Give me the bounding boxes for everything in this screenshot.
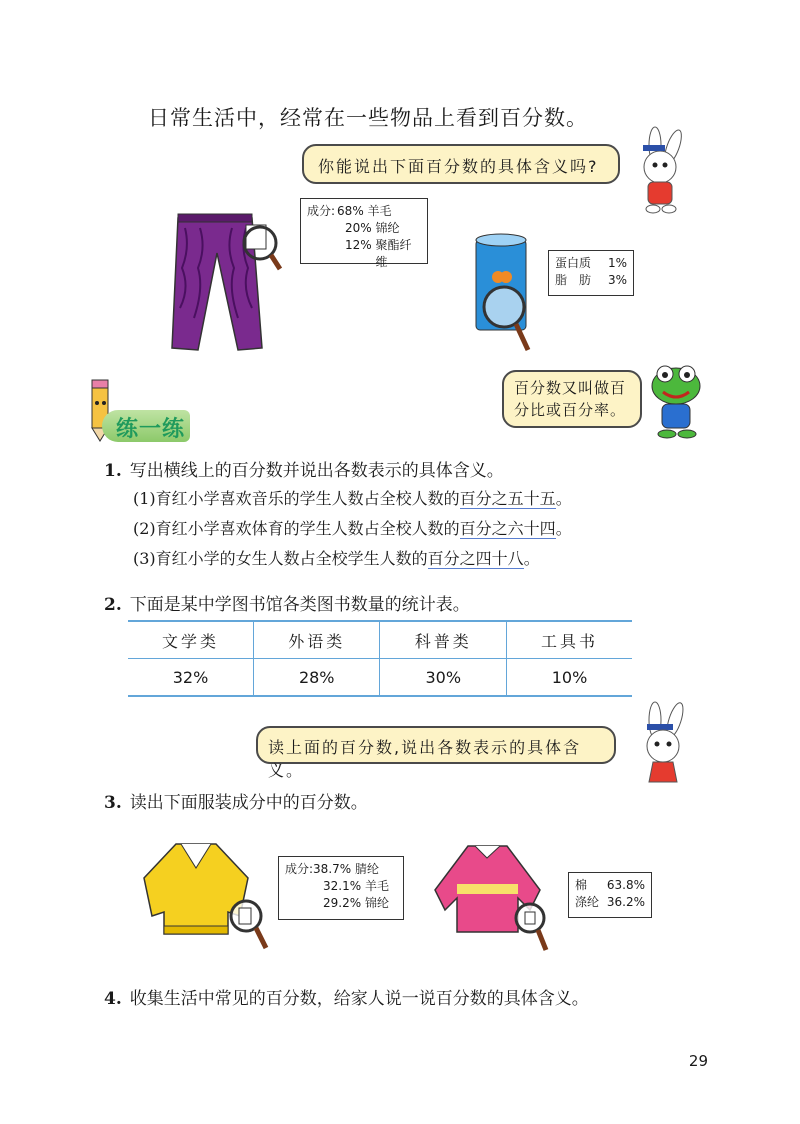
material-name: 锦纶 (364, 896, 389, 910)
question-1-item-3 (133, 546, 540, 569)
item-text: (2)育红小学喜欢体育的学生人数占全校人数的 (133, 519, 460, 538)
question-text: 读出下面服装成分中的百分数。 (129, 793, 368, 813)
underlined-percent: 百分之五十五 (459, 489, 556, 508)
practice-title: 练一练 (116, 417, 186, 442)
rabbit-mascot-icon (615, 125, 705, 215)
question-number: 2. (104, 595, 122, 615)
table-cell: 32% (128, 659, 253, 697)
can-nutrition-label (548, 250, 634, 296)
table-header: 文学类 (128, 621, 253, 659)
bubble-question-text: 你能说出下面百分数的具体含义吗? (318, 157, 599, 176)
material-name: 涤纶 (575, 895, 600, 909)
question-text: 收集生活中常见的百分数，给家人说一说百分数的具体含义。 (129, 989, 589, 1009)
material-name: 聚酯纤维 (375, 238, 412, 269)
pct-value: 3% (607, 273, 627, 287)
speech-bubble-definition (502, 370, 642, 428)
question-3 (104, 788, 368, 813)
question-1 (104, 456, 504, 481)
item-text: (1)育红小学喜欢音乐的学生人数占全校人数的 (133, 489, 460, 508)
item-suffix: 。 (523, 549, 540, 568)
underlined-percent: 百分之六十四 (459, 519, 556, 538)
question-1-item-2 (133, 516, 572, 539)
label-row (555, 255, 627, 272)
table-header-row (128, 621, 632, 659)
page-number: 29 (688, 1052, 708, 1070)
label-row (555, 272, 627, 289)
pct-value: 20% (345, 221, 372, 235)
pct-value: 68% (337, 204, 364, 218)
pants-composition-label (300, 198, 428, 269)
label-head: 成分: (285, 862, 314, 876)
frog-mascot-icon (645, 362, 707, 442)
question-1-item-1 (133, 486, 572, 509)
pct-value: 29.2% (323, 896, 362, 910)
pct-value: 1% (607, 256, 627, 270)
label-row (575, 894, 645, 911)
rabbit-mascot-icon (625, 700, 705, 790)
intro-text: 日常生活中，经常在一些物品上看到百分数。 (148, 106, 588, 130)
pct-value: 36.2% (606, 895, 645, 909)
definition-line-1: 百分数又叫做百 (514, 379, 627, 397)
material-name: 腈纶 (355, 862, 380, 876)
label-row (285, 878, 397, 895)
label-row (307, 203, 421, 220)
library-stat-table (128, 620, 632, 697)
label-row (307, 220, 421, 237)
item-text: (3)育红小学的女生人数占全校学生人数的 (133, 549, 428, 568)
magnifier-icon (238, 215, 288, 275)
pct-value: 63.8% (606, 878, 645, 892)
question-number: 3. (104, 793, 122, 813)
speech-bubble-read (256, 726, 616, 780)
underlined-percent: 百分之四十八 (427, 549, 524, 568)
pct-value: 32.1% (323, 879, 362, 893)
table-cell: 28% (253, 659, 380, 697)
label-row (285, 895, 397, 912)
question-text: 写出横线上的百分数并说出各数表示的具体含义。 (129, 461, 504, 481)
material-name: 锦纶 (375, 221, 400, 235)
sweater-composition-label (278, 856, 404, 920)
label-row (307, 237, 421, 271)
item-suffix: 。 (555, 489, 572, 508)
label-row (285, 861, 397, 878)
question-number: 4. (104, 989, 122, 1009)
question-number: 1. (104, 461, 122, 481)
shirt-composition-label (568, 872, 652, 918)
nutrient-name: 脂 肪 (555, 273, 592, 287)
label-head: 成分: (307, 204, 336, 218)
nutrient-name: 蛋白质 (555, 256, 592, 270)
pct-value: 38.7% (313, 862, 352, 876)
table-header: 外语类 (253, 621, 380, 659)
magnifier-icon (226, 896, 272, 956)
table-cell: 10% (507, 659, 633, 697)
definition-line-2: 分比或百分率。 (514, 401, 627, 419)
question-text: 下面是某中学图书馆各类图书数量的统计表。 (129, 595, 470, 615)
pct-value: 12% (345, 238, 372, 252)
drink-can-illustration (468, 232, 553, 357)
bubble-read-text: 读上面的百分数,说出各数表示的具体含义。 (268, 738, 582, 780)
question-2 (104, 590, 470, 615)
table-cell: 30% (380, 659, 507, 697)
table-header: 工具书 (507, 621, 633, 659)
item-suffix: 。 (555, 519, 572, 538)
material-name: 羊毛 (364, 879, 389, 893)
label-row (575, 877, 645, 894)
material-name: 羊毛 (367, 204, 392, 218)
speech-bubble-question (302, 144, 620, 184)
question-4 (104, 984, 589, 1009)
table-row (128, 659, 632, 697)
magnifier-icon (510, 900, 554, 956)
material-name: 棉 (575, 878, 588, 892)
table-header: 科普类 (380, 621, 507, 659)
